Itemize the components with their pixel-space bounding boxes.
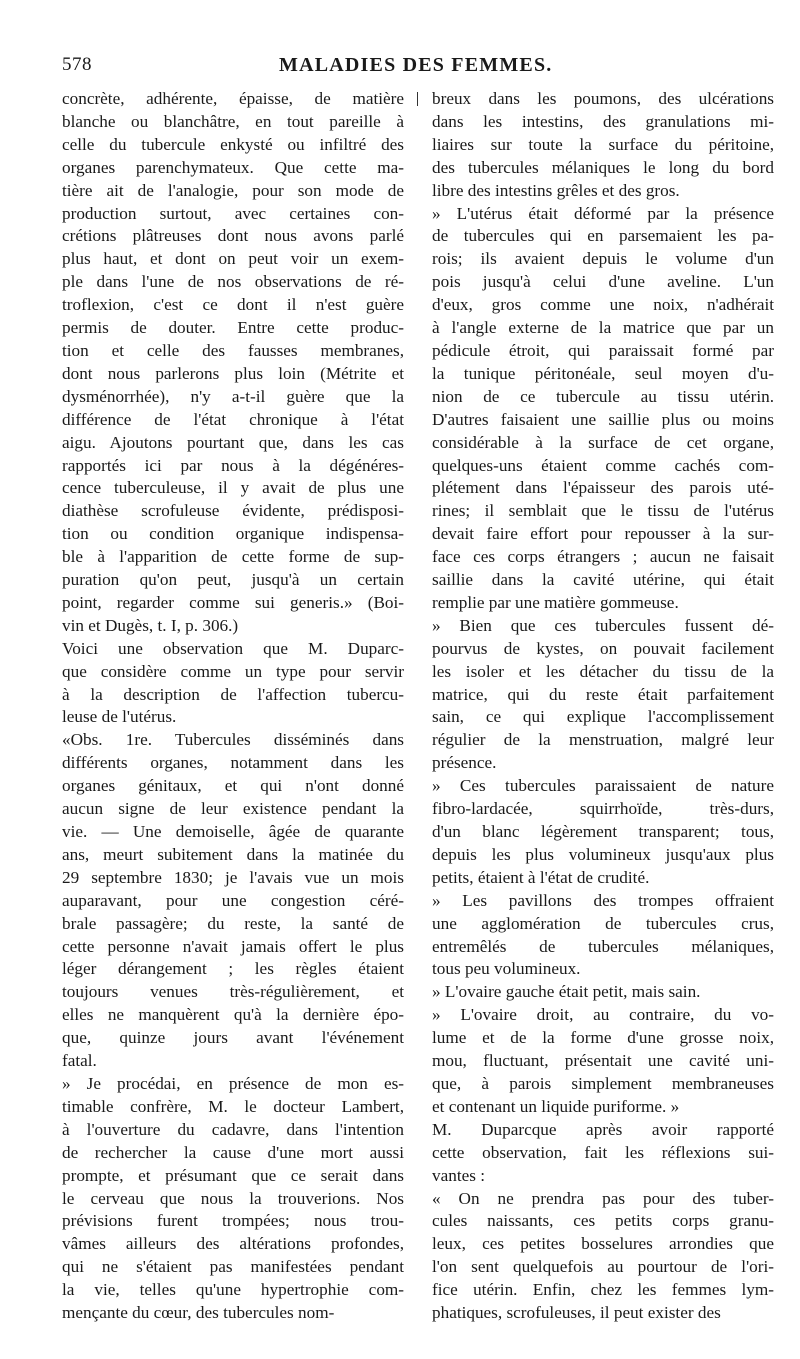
text-line: » L'utérus était déformé par la présence: [432, 203, 774, 223]
text-line: » Les pavillons des trompes offraient: [432, 890, 774, 910]
text-line: l'on sent quelquefois au pourtour de l'ori-: [432, 1257, 774, 1277]
text-line: tière ait de l'analogie, pour son mode de: [62, 180, 404, 200]
text-line: crétions plâtreuses dont nous avons parlé: [62, 226, 404, 246]
text-line: leuse de l'utérus.: [62, 707, 177, 727]
text-line: cence tuberculeuse, il y avait de plus une: [62, 478, 404, 498]
running-head: MALADIES DES FEMMES.: [279, 54, 553, 76]
text-line: timable confrère, M. le docteur Lambert,: [62, 1096, 404, 1116]
text-line: leux, ces petites bosselures arrondies que: [432, 1234, 774, 1254]
text-line: vie. — Une demoiselle, âgée de quarante: [62, 822, 404, 841]
text-line: breux dans les poumons, des ulcérations: [432, 89, 774, 108]
text-line: phatiques, scrofuleuses, il peut exister des: [432, 1303, 721, 1323]
text-line: la vie, telles qu'une hypertrophie com-: [62, 1280, 404, 1300]
text-line: vantes :: [432, 1165, 485, 1185]
text-line: que, à parois simplement membraneuses: [432, 1073, 774, 1093]
text-line: fatal.: [62, 1051, 97, 1071]
text-line: à la description de l'affection tubercu-: [62, 684, 404, 704]
text-line: cules naissants, ces petits corps granu-: [432, 1211, 774, 1231]
text-line: 29 septembre 1830; je l'avais vue un mois: [62, 867, 404, 887]
text-line: rois; ils avaient depuis le volume d'un: [432, 249, 774, 269]
text-line: elles ne manquèrent qu'à la dernière épo-: [62, 1005, 404, 1025]
text-line: toujours venues très-régulièrement, et: [62, 982, 404, 1002]
text-line: lume et de la forme d'une grosse noix,: [432, 1028, 774, 1048]
text-line: une agglomération de tubercules crus,: [432, 913, 774, 933]
column-divider-mark: [417, 92, 418, 106]
text-line: plétement dans l'épaisseur des parois uté-: [432, 478, 774, 498]
text-line: puration qu'on peut, jusqu'à un certain: [62, 570, 404, 590]
text-line: dans les intestins, des granulations mi-: [432, 111, 774, 131]
text-line: dont nous parlerons plus loin (Métrite et: [62, 363, 404, 383]
text-line: celle du tubercule enkysté ou infiltré des: [62, 134, 404, 154]
text-line: tion ou condition organique indispensa-: [62, 524, 404, 544]
text-line: pois jusqu'à celui d'une aveline. L'un: [432, 272, 774, 292]
text-line: blanche ou blanchâtre, en tout pareille à: [62, 111, 404, 131]
text-line: production surtout, avec certaines con-: [62, 203, 404, 223]
text-line: cette observation, fait les réflexions sui-: [432, 1142, 774, 1162]
right-column: [432, 88, 774, 1325]
text-line: entremêlés de tubercules mélaniques,: [432, 936, 774, 956]
text-line: le cerveau que nous la trouverions. Nos: [62, 1188, 404, 1208]
text-line: fice utérin. Enfin, chez les femmes lym-: [432, 1280, 774, 1300]
text-line: M. Duparcque après avoir rapporté: [432, 1119, 774, 1139]
text-line: depuis les plus volumineux jusqu'aux plus: [432, 844, 774, 864]
text-line: » Bien que ces tubercules fussent dé-: [432, 615, 774, 635]
text-line: tion et celle des fausses membranes,: [62, 340, 404, 360]
text-line: la tunique péritonéale, seul moyen d'u-: [432, 363, 774, 383]
text-line: » L'ovaire droit, au contraire, du vo-: [432, 1005, 774, 1025]
text-line: à l'angle externe de la matrice que par un: [432, 318, 774, 338]
text-line: vâmes ailleurs des altérations profondes,: [62, 1234, 404, 1254]
text-line: mençante du cœur, des tubercules nom-: [62, 1303, 335, 1323]
text-line: de rechercher la cause d'une mort aussi: [62, 1142, 404, 1162]
text-line: face ces corps étrangers ; aucun ne faisait: [432, 547, 774, 567]
text-line: concrète, adhérente, épaisse, de matière: [62, 89, 404, 108]
text-line: pourvus de kystes, on pouvait facilement: [432, 638, 774, 658]
text-line: régulier de la menstruation, malgré leur: [432, 730, 774, 750]
text-line: «Obs. 1re. Tubercules disséminés dans: [62, 730, 404, 750]
text-line: aigu. Ajoutons pourtant que, dans les cas: [62, 432, 404, 452]
page-number: 578: [62, 54, 92, 75]
text-line: d'un blanc légèrement transparent; tous,: [432, 822, 774, 841]
text-line: de tubercules qui en parsemaient les pa-: [432, 226, 774, 246]
text-line: prompte, et présumant que ce serait dans: [62, 1165, 404, 1185]
text-line: rines; il semblait que le tissu de l'utérus: [432, 501, 774, 521]
text-line: petits, étaient à l'état de crudité.: [432, 867, 650, 887]
text-line: » Je procédai, en présence de mon es-: [62, 1073, 404, 1093]
text-line: léger dérangement ; les règles étaient: [62, 959, 404, 979]
text-line: brale passagère; du reste, la santé de: [62, 913, 404, 933]
text-line: saillie dans la cavité utérine, qui était: [432, 570, 774, 590]
text-line: remplie par une matière gommeuse.: [432, 592, 679, 612]
text-line: organes parenchymateux. Que cette ma-: [62, 157, 404, 177]
text-line: vin et Dugès, t. I, p. 306.): [62, 615, 239, 635]
text-line: que considère comme un type pour servir: [62, 661, 404, 681]
text-line: que, quinze jours avant l'événement: [62, 1028, 404, 1048]
text-line: quelques-uns étaient comme cachés com-: [432, 455, 774, 475]
text-line: qui ne s'étaient pas manifestées pendant: [62, 1257, 404, 1277]
text-line: devait faire effort pour repousser à la sur-: [432, 524, 774, 544]
text-line: » L'ovaire gauche était petit, mais sain.: [432, 982, 701, 1002]
text-line: Voici une observation que M. Duparc-: [62, 638, 404, 658]
text-line: dysménorrhée), n'y a-t-il guère que la: [62, 386, 404, 406]
text-line: d'eux, gros comme une noix, n'adhérait: [432, 295, 774, 315]
text-line: différents organes, notamment dans les: [62, 753, 404, 773]
text-line: libre des intestins grêles et des gros.: [432, 180, 680, 200]
text-line: fibro-lardacée, squirrhoïde, très-durs,: [432, 799, 774, 819]
text-line: aucun signe de leur existence pendant la: [62, 799, 404, 819]
text-line: ble à l'apparition de cette forme de sup-: [62, 547, 404, 567]
text-line: ans, meurt subitement dans la matinée du: [62, 844, 404, 864]
text-line: diathèse scrofuleuse évidente, prédisposi-: [62, 501, 404, 521]
text-line: matrice, qui du reste était parfaitement: [432, 684, 774, 704]
text-line: permis de douter. Entre cette produc-: [62, 318, 404, 338]
text-line: cette personne n'avait jamais offert le plus: [62, 936, 404, 956]
text-line: ple dans l'une de nos observations de ré-: [62, 272, 404, 292]
text-line: » Ces tubercules paraissaient de nature: [432, 776, 774, 796]
text-line: et contenant un liquide puriforme. »: [432, 1096, 680, 1116]
left-column: [62, 88, 404, 1325]
text-line: considérable à la surface de cet organe,: [432, 432, 774, 452]
text-line: présence.: [432, 753, 497, 773]
text-line: « On ne prendra pas pour des tuber-: [432, 1188, 774, 1208]
text-line: liaires sur toute la surface du péritoine,: [432, 134, 774, 154]
text-line: D'autres faisaient une saillie plus ou moins: [432, 409, 774, 429]
text-line: organes génitaux, et qui n'ont donné: [62, 776, 404, 796]
text-line: mou, fluctuant, présentait une cavité uni-: [432, 1051, 774, 1071]
text-line: point, regarder comme sui generis.» (Boi-: [62, 592, 404, 612]
text-line: pédicule étroit, qui paraissait formé par: [432, 340, 774, 360]
text-line: sain, ce qui explique l'accomplissement: [432, 707, 774, 727]
text-line: tous peu volumineux.: [432, 959, 581, 979]
text-line: auparavant, pour une congestion céré-: [62, 890, 404, 910]
text-line: rapportés ici par nous à la dégénéres-: [62, 455, 404, 475]
text-line: les isoler et les détacher du tissu de la: [432, 661, 774, 681]
text-line: plus haut, et dont on peut voir un exem-: [62, 249, 404, 269]
text-line: à l'ouverture du cadavre, dans l'intention: [62, 1119, 404, 1139]
text-line: différence de l'état chronique à l'état: [62, 409, 404, 429]
text-line: nion de ce tubercule au tissu utérin.: [432, 386, 774, 406]
text-line: des tubercules mélaniques le long du bord: [432, 157, 774, 177]
text-line: prévisions furent trompées; nous trou-: [62, 1211, 404, 1231]
text-line: troflexion, c'est ce dont il n'est guère: [62, 295, 404, 315]
